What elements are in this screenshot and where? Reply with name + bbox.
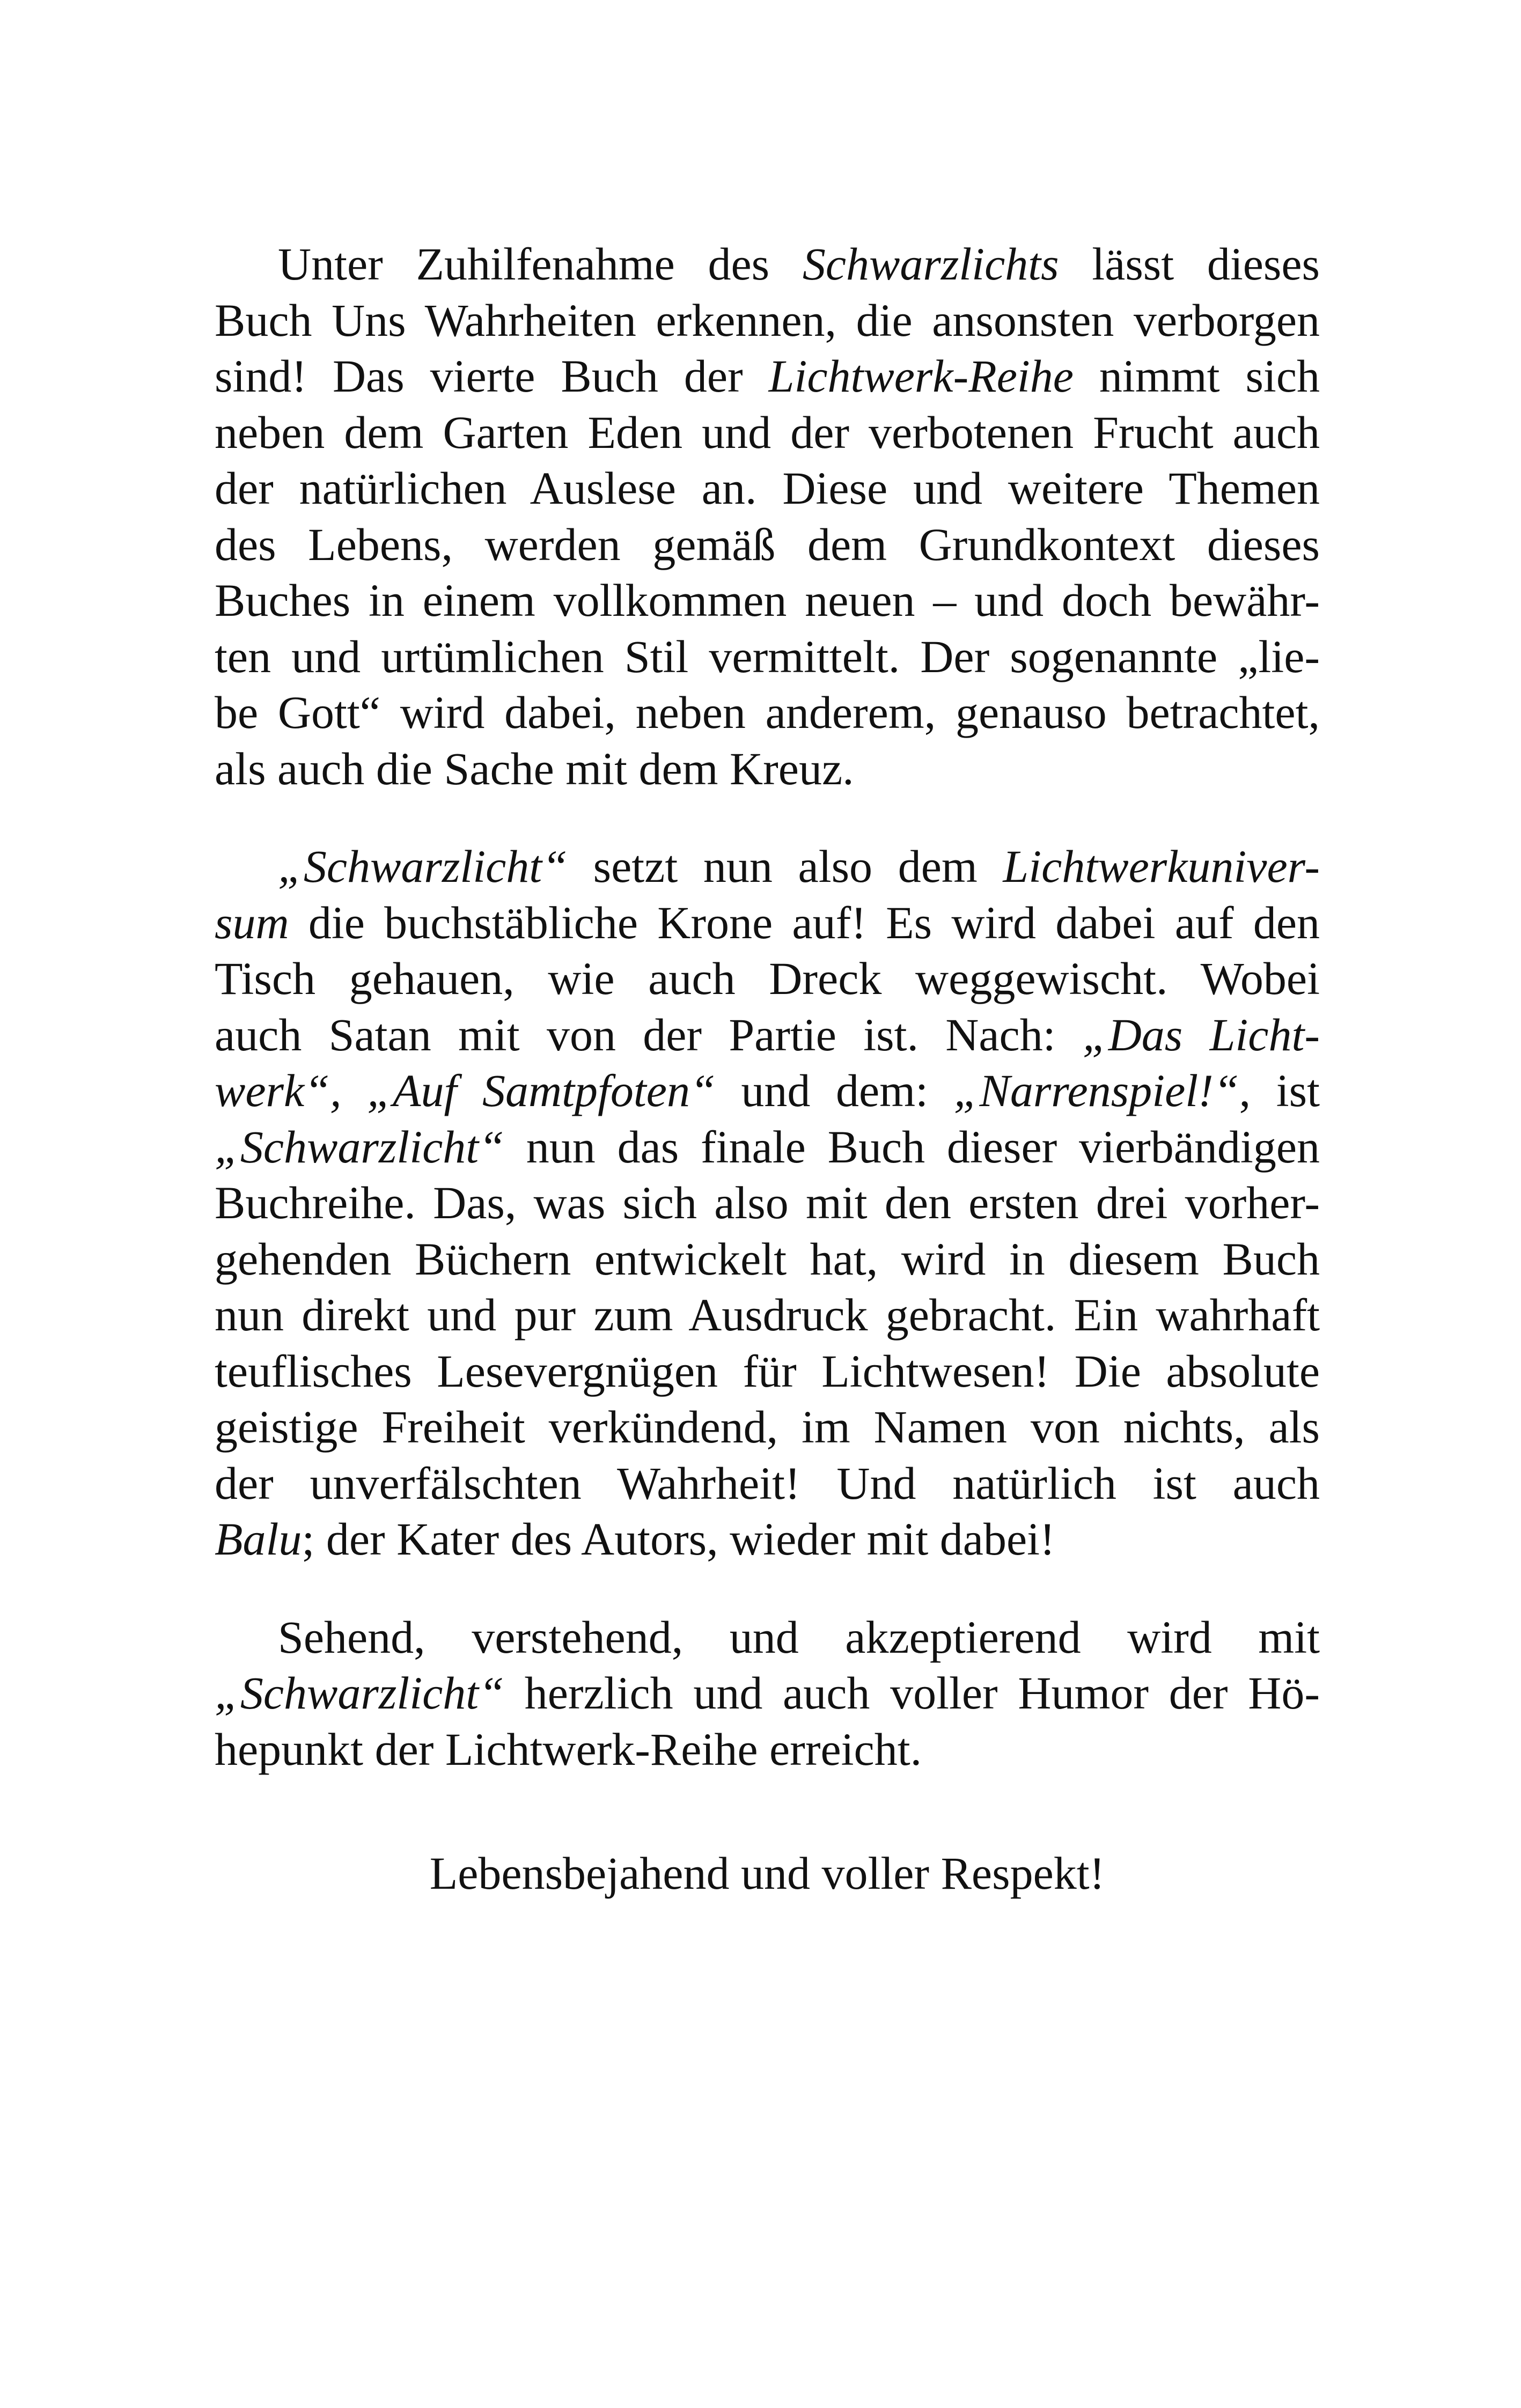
italic-text: „Schwarzlicht“ (215, 1667, 504, 1719)
text-run: Sehend, verstehend, und akzeptierend wird mit (278, 1611, 1320, 1663)
text-line (215, 1511, 1320, 1567)
text-line (215, 684, 1320, 741)
paragraph-3 (215, 1609, 1320, 1778)
paragraph-1 (215, 236, 1320, 797)
italic-text: werk“, „Auf Samtpfoten“ (215, 1065, 716, 1116)
text-line (215, 1287, 1320, 1343)
text-line (215, 1063, 1320, 1119)
text-line (215, 1721, 1320, 1778)
text-run: die buchstäbliche Krone auf! Es wird dabei auf den (289, 896, 1320, 948)
italic-text: Balu (215, 1513, 302, 1565)
text-run: und dem: (715, 1065, 954, 1116)
text-line (215, 292, 1320, 349)
book-description (215, 236, 1320, 1819)
italic-text: Lichtwerkuniver- (1003, 841, 1320, 892)
text-line (215, 629, 1320, 685)
italic-text: „Das Licht- (1082, 1008, 1320, 1061)
text-run: Buch Uns Wahrheiten erkennen, die ansonsten verborgen (215, 294, 1320, 346)
text-line (215, 460, 1320, 517)
italic-text: „Schwarzlicht“ (278, 841, 568, 892)
text-line (215, 404, 1320, 461)
text-run: geistige Freiheit verkündend, im Namen von nichts, als (215, 1401, 1320, 1453)
text-line (215, 1455, 1320, 1512)
text-run: auch Satan mit von der Partie ist. Nach: (215, 1008, 1083, 1061)
closing-line: Lebensbejahend und voller Respekt! (429, 1847, 1105, 1899)
text-line (215, 951, 1320, 1007)
text-run: nun direkt und pur zum Ausdruck gebracht. Ein wahrhaft (215, 1289, 1320, 1341)
text-line (215, 1399, 1320, 1455)
text-run: , ist (1239, 1065, 1320, 1116)
text-line (215, 572, 1320, 629)
text-run: sind! Das vierte Buch der (215, 350, 769, 402)
text-run: herzlich und auch voller Humor der Hö- (504, 1667, 1320, 1719)
text-line (215, 517, 1320, 573)
text-line (215, 741, 1320, 797)
text-run: be Gott“ wird dabei, neben anderem, genauso betrachtet, (215, 687, 1320, 738)
text-run: nun das finale Buch dieser vierbändigen (504, 1121, 1320, 1173)
italic-text: Lichtwerk-Reihe (768, 350, 1074, 402)
text-line (215, 236, 1320, 292)
text-run: der unverfälschten Wahrheit! Und natürlich ist auch (215, 1457, 1320, 1509)
text-run: ten und urtümlichen Stil vermittelt. Der sogenannte „lie- (215, 630, 1320, 682)
text-line (215, 1231, 1320, 1287)
italic-text: „Narrenspiel!“ (953, 1065, 1239, 1116)
italic-text: Schwarzlichts (802, 238, 1059, 290)
text-line (215, 1175, 1320, 1231)
text-line (215, 838, 1320, 895)
text-run: neben dem Garten Eden und der verbotenen Frucht auch (215, 406, 1320, 458)
text-line (215, 895, 1320, 951)
text-run: ; der Kater des Autors, wieder mit dabei! (302, 1513, 1055, 1565)
text-line (215, 1609, 1320, 1666)
text-run: teuflisches Lesevergnügen für Lichtwesen! Die absolute (215, 1345, 1320, 1397)
text-line (215, 1119, 1320, 1175)
text-line (215, 1665, 1320, 1721)
text-run: Tisch gehauen, wie auch Dreck weggewischt. Wobei (215, 953, 1320, 1004)
text-run: des Lebens, werden gemäß dem Grundkontext dieses (215, 518, 1320, 570)
text-line (215, 1343, 1320, 1400)
text-run: setzt nun also dem (567, 841, 1003, 892)
text-run: Buchreihe. Das, was sich also mit den ersten drei vorher- (215, 1177, 1320, 1228)
italic-text: sum (215, 896, 289, 948)
text-line (215, 1007, 1320, 1063)
text-run: lässt dieses (1059, 238, 1320, 290)
paragraph-2 (215, 838, 1320, 1567)
text-run: als auch die Sache mit dem Kreuz. (215, 742, 854, 794)
text-run: der natürlichen Auslese an. Diese und weitere Themen (215, 462, 1320, 514)
text-run: gehenden Büchern entwickelt hat, wird in diesem Buch (215, 1233, 1320, 1285)
text-run: Unter Zuhilfenahme des (278, 238, 803, 290)
text-run: hepunkt der Lichtwerk-Reihe erreicht. (215, 1723, 922, 1775)
text-line (215, 348, 1320, 404)
text-run: Buches in einem vollkommen neuen – und doch bewähr- (215, 575, 1320, 626)
italic-text: „Schwarzlicht“ (215, 1121, 504, 1173)
text-run: nimmt sich (1073, 350, 1320, 402)
